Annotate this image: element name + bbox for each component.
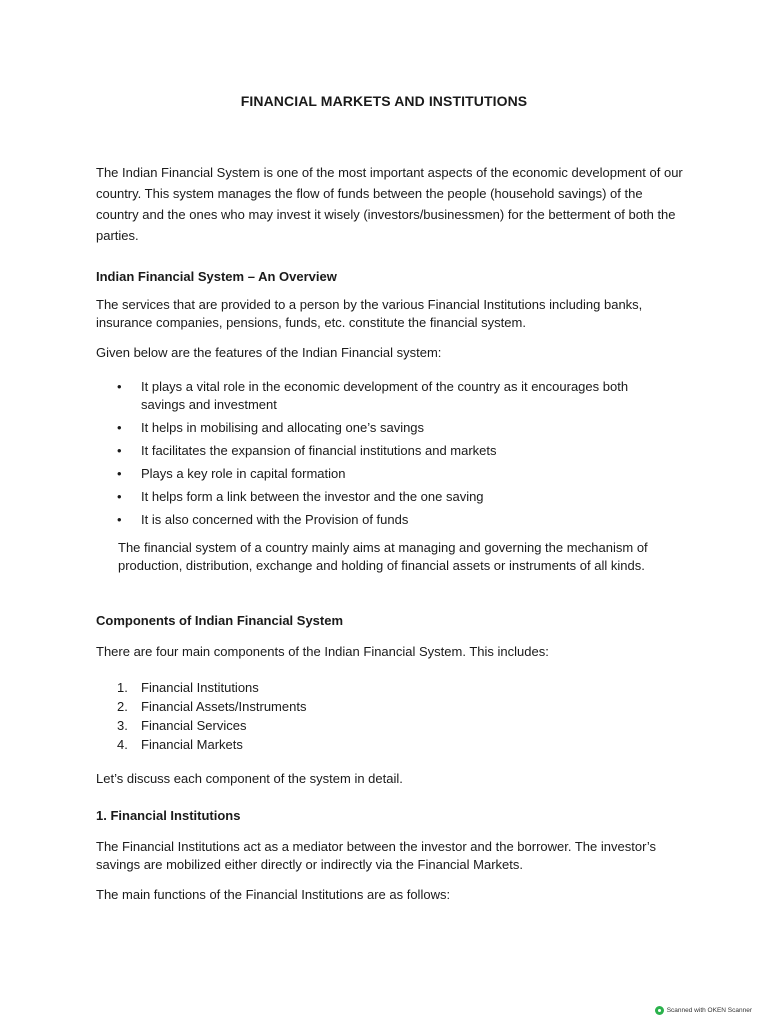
bullet-icon: • xyxy=(117,420,122,435)
features-list xyxy=(96,378,666,534)
features-closing-paragraph: The financial system of a country mainly aims at managing and governing the mechanism of production, distribution, exchange and holding of financial assets or instruments of all kinds. xyxy=(118,540,648,573)
institutions-heading: 1. Financial Institutions xyxy=(96,808,241,823)
overview-paragraph: The services that are provided to a person by the various Financial Institutions including banks, insurance companies, pensions, funds, etc. constitute the financial system. xyxy=(96,297,643,330)
list-item: 4. Financial Markets xyxy=(117,737,243,752)
discuss-paragraph: Let’s discuss each component of the system in detail. xyxy=(96,771,403,786)
list-item: • It plays a vital role in the economic development of the country as it encourages both savings and investment xyxy=(117,379,629,412)
features-intro: Given below are the features of the Indian Financial system: xyxy=(96,345,442,360)
components-intro: There are four main components of the Indian Financial System. This includes: xyxy=(96,644,549,659)
overview-heading: Indian Financial System – An Overview xyxy=(96,269,337,284)
list-item: 1. Financial Institutions xyxy=(117,680,259,695)
components-list xyxy=(96,678,496,754)
scanner-watermark xyxy=(655,1006,752,1015)
list-item: • Plays a key role in capital formation xyxy=(117,466,346,481)
list-item: 3. Financial Services xyxy=(117,718,247,733)
components-heading: Components of Indian Financial System xyxy=(96,613,344,628)
bullet-icon: • xyxy=(117,443,122,458)
list-item: • It helps in mobilising and allocating one’s savings xyxy=(117,420,425,435)
list-item: • It facilitates the expansion of financial institutions and markets xyxy=(117,443,497,458)
oken-scanner-logo-icon xyxy=(655,1006,664,1015)
bullet-icon: • xyxy=(117,466,122,481)
institutions-paragraph: The Financial Institutions act as a mediator between the investor and the borrower. The investor’s savings are mobilized either directly or indirectly via the Financial Markets. xyxy=(96,839,657,872)
intro-paragraph: The Indian Financial System is one of the most important aspects of the economic development of our country. This system manages the flow of funds between the people (household savings) of the country and the ones who may invest it wisely (investors/businessmen) for the betterment of both the parties. xyxy=(96,165,683,243)
bullet-icon: • xyxy=(117,379,122,394)
bullet-icon: • xyxy=(117,512,122,527)
bullet-icon: • xyxy=(117,489,122,504)
scanner-watermark-text: Scanned with OKEN Scanner xyxy=(666,1007,752,1014)
page-title: FINANCIAL MARKETS AND INSTITUTIONS xyxy=(240,93,528,109)
list-item: • It helps form a link between the investor and the one saving xyxy=(117,489,484,504)
list-item: • It is also concerned with the Provision of funds xyxy=(117,512,409,527)
list-item: 2. Financial Assets/Instruments xyxy=(117,699,307,714)
institutions-functions-intro: The main functions of the Financial Institutions are as follows: xyxy=(96,887,451,902)
